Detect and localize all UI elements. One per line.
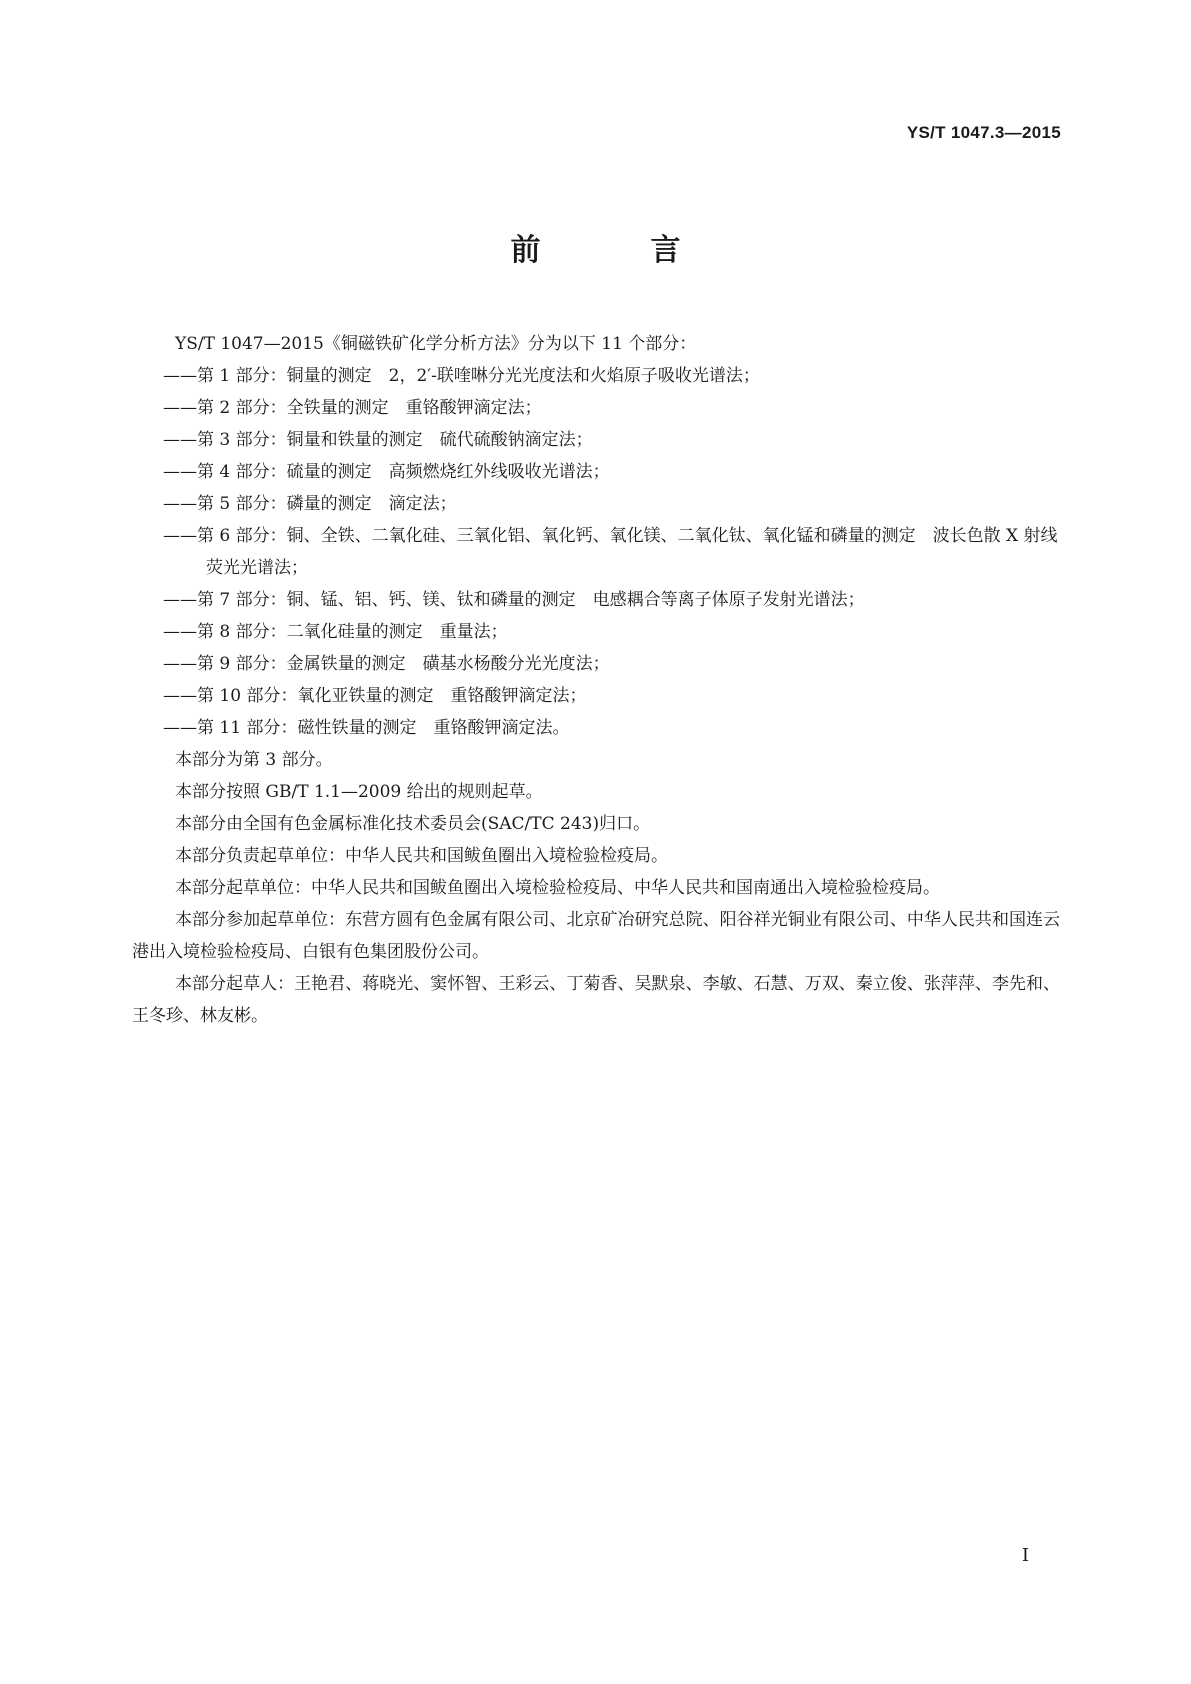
paragraph: 本部分参加起草单位：东营方圆有色金属有限公司、北京矿冶研究总院、阳谷祥光铜业有限公司、中华人民共和国连云港出入境检验检疫局、白银有色集团股份公司。 xyxy=(132,910,1060,962)
page-title: 前 言 xyxy=(510,233,721,268)
list-item: ——第 5 部分：磷量的测定 滴定法； xyxy=(163,494,457,514)
paragraph: 本部分由全国有色金属标准化技术委员会(SAC/TC 243)归口。 xyxy=(175,814,651,834)
list-item: ——第 3 部分：铜量和铁量的测定 硫代硫酸钠滴定法； xyxy=(163,430,593,450)
list-item: ——第 6 部分：铜、全铁、二氧化硅、三氧化铝、氧化钙、氧化镁、二氧化钛、氧化锰和磷量的测定 波长色散 X 射线荧光光谱法； xyxy=(163,526,1058,578)
document-body xyxy=(132,328,1060,1032)
list-item: ——第 9 部分：金属铁量的测定 磺基水杨酸分光光度法； xyxy=(163,654,610,674)
list-item: ——第 10 部分：氧化亚铁量的测定 重铬酸钾滴定法； xyxy=(163,686,587,706)
intro-paragraph: YS/T 1047—2015《铜磁铁矿化学分析方法》分为以下 11 个部分： xyxy=(175,334,697,354)
page-number: I xyxy=(1021,1545,1029,1566)
paragraph: 本部分为第 3 部分。 xyxy=(175,750,333,770)
list-item: ——第 2 部分：全铁量的测定 重铬酸钾滴定法； xyxy=(163,398,542,418)
standard-code: YS/T 1047.3—2015 xyxy=(906,123,1061,142)
paragraph: 本部分起草人：王艳君、蒋晓光、窦怀智、王彩云、丁菊香、吴默泉、李敏、石慧、万双、秦立俊、张萍萍、李先和、王冬珍、林友彬。 xyxy=(132,974,1060,1026)
list-item: ——第 11 部分：磁性铁量的测定 重铬酸钾滴定法。 xyxy=(163,718,570,738)
paragraph: 本部分负责起草单位：中华人民共和国鲅鱼圈出入境检验检疫局。 xyxy=(175,846,668,866)
list-item: ——第 7 部分：铜、锰、铝、钙、镁、钛和磷量的测定 电感耦合等离子体原子发射光谱法； xyxy=(163,590,865,610)
list-item: ——第 1 部分：铜量的测定 2，2′-联喹啉分光光度法和火焰原子吸收光谱法； xyxy=(163,366,760,386)
list-item: ——第 4 部分：硫量的测定 高频燃烧红外线吸收光谱法； xyxy=(163,462,610,482)
parts-list xyxy=(132,360,1060,744)
paragraph: 本部分按照 GB/T 1.1—2009 给出的规则起草。 xyxy=(175,782,543,802)
paragraph: 本部分起草单位：中华人民共和国鲅鱼圈出入境检验检疫局、中华人民共和国南通出入境检验检疫局。 xyxy=(175,878,940,898)
list-item: ——第 8 部分：二氧化硅量的测定 重量法； xyxy=(163,622,508,642)
